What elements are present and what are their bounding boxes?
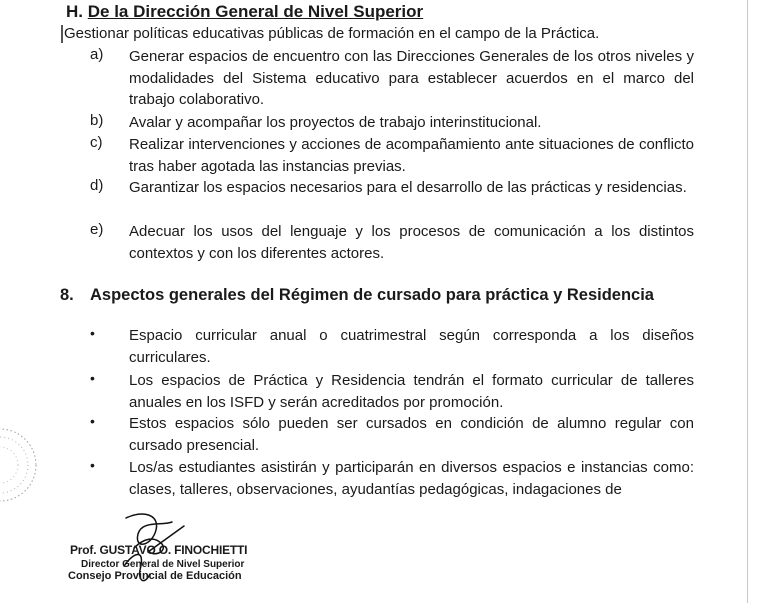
bullet-icon: • — [90, 457, 95, 473]
bullet-item-text: Los/as estudiantes asistirán y participarán en diversos espacios e instancias como: clases, talleres, observaciones, ayudantías pedagógicas, indagaciones de — [129, 459, 694, 498]
list-item-text: Avalar y acompañar los proyectos de trabajo interinstitucional. — [129, 114, 542, 131]
signatory-organization: Consejo Provincial de Educación — [68, 570, 242, 582]
section-h-letter: H. — [66, 2, 83, 21]
list-item-text: Garantizar los espacios necesarios para el desarrollo de las prácticas y residencias. — [129, 179, 687, 196]
bullet-item-text: Espacio curricular anual o cuatrimestral según corresponda a los diseños curriculares. — [129, 327, 694, 366]
section-h-intro: Gestionar políticas educativas públicas de formación en el campo de la Práctica. — [64, 25, 600, 42]
signatory-role: Director General de Nivel Superior — [81, 559, 245, 570]
list-marker: b) — [90, 112, 104, 129]
list-marker: c) — [90, 134, 103, 151]
section-h-heading — [66, 2, 423, 22]
list-marker: e) — [90, 221, 104, 238]
bullet-item-text: Estos espacios sólo pueden ser cursados en condición de alumno regular con cursado presencial. — [129, 415, 694, 454]
section-8-heading — [38, 285, 694, 305]
list-marker: d) — [90, 177, 104, 194]
bullet-icon: • — [90, 413, 95, 429]
section-8-number: 8. — [60, 286, 74, 304]
page-edge — [747, 0, 748, 603]
section-8-title: Aspectos generales del Régimen de cursado para práctica y Residencia — [90, 286, 654, 304]
section-h-title: De la Dirección General de Nivel Superior — [87, 2, 424, 21]
official-seal-stamp — [0, 395, 40, 535]
text-cursor — [61, 25, 63, 43]
list-item-text: Realizar intervenciones y acciones de acompañamiento ante situaciones de conflicto tras haber agotada las instancias previas. — [129, 136, 694, 175]
list-marker: a) — [90, 46, 104, 63]
bullet-icon: • — [90, 370, 95, 386]
signatory-name: Prof. GUSTAVO O. FINOCHIETTI — [70, 543, 248, 557]
bullet-icon: • — [90, 325, 95, 341]
list-item-text: Generar espacios de encuentro con las Direcciones Generales de los otros niveles y modalidades del Sistema educativo para establecer acuerdos en el marco del trabajo colaborativo. — [129, 48, 694, 108]
list-item-text: Adecuar los usos del lenguaje y los procesos de comunicación a los distintos contextos y con los diferentes actores. — [129, 223, 694, 262]
bullet-item-text: Los espacios de Práctica y Residencia tendrán el formato curricular de talleres anuales en los ISFD y serán acreditados por promoción. — [129, 372, 694, 411]
